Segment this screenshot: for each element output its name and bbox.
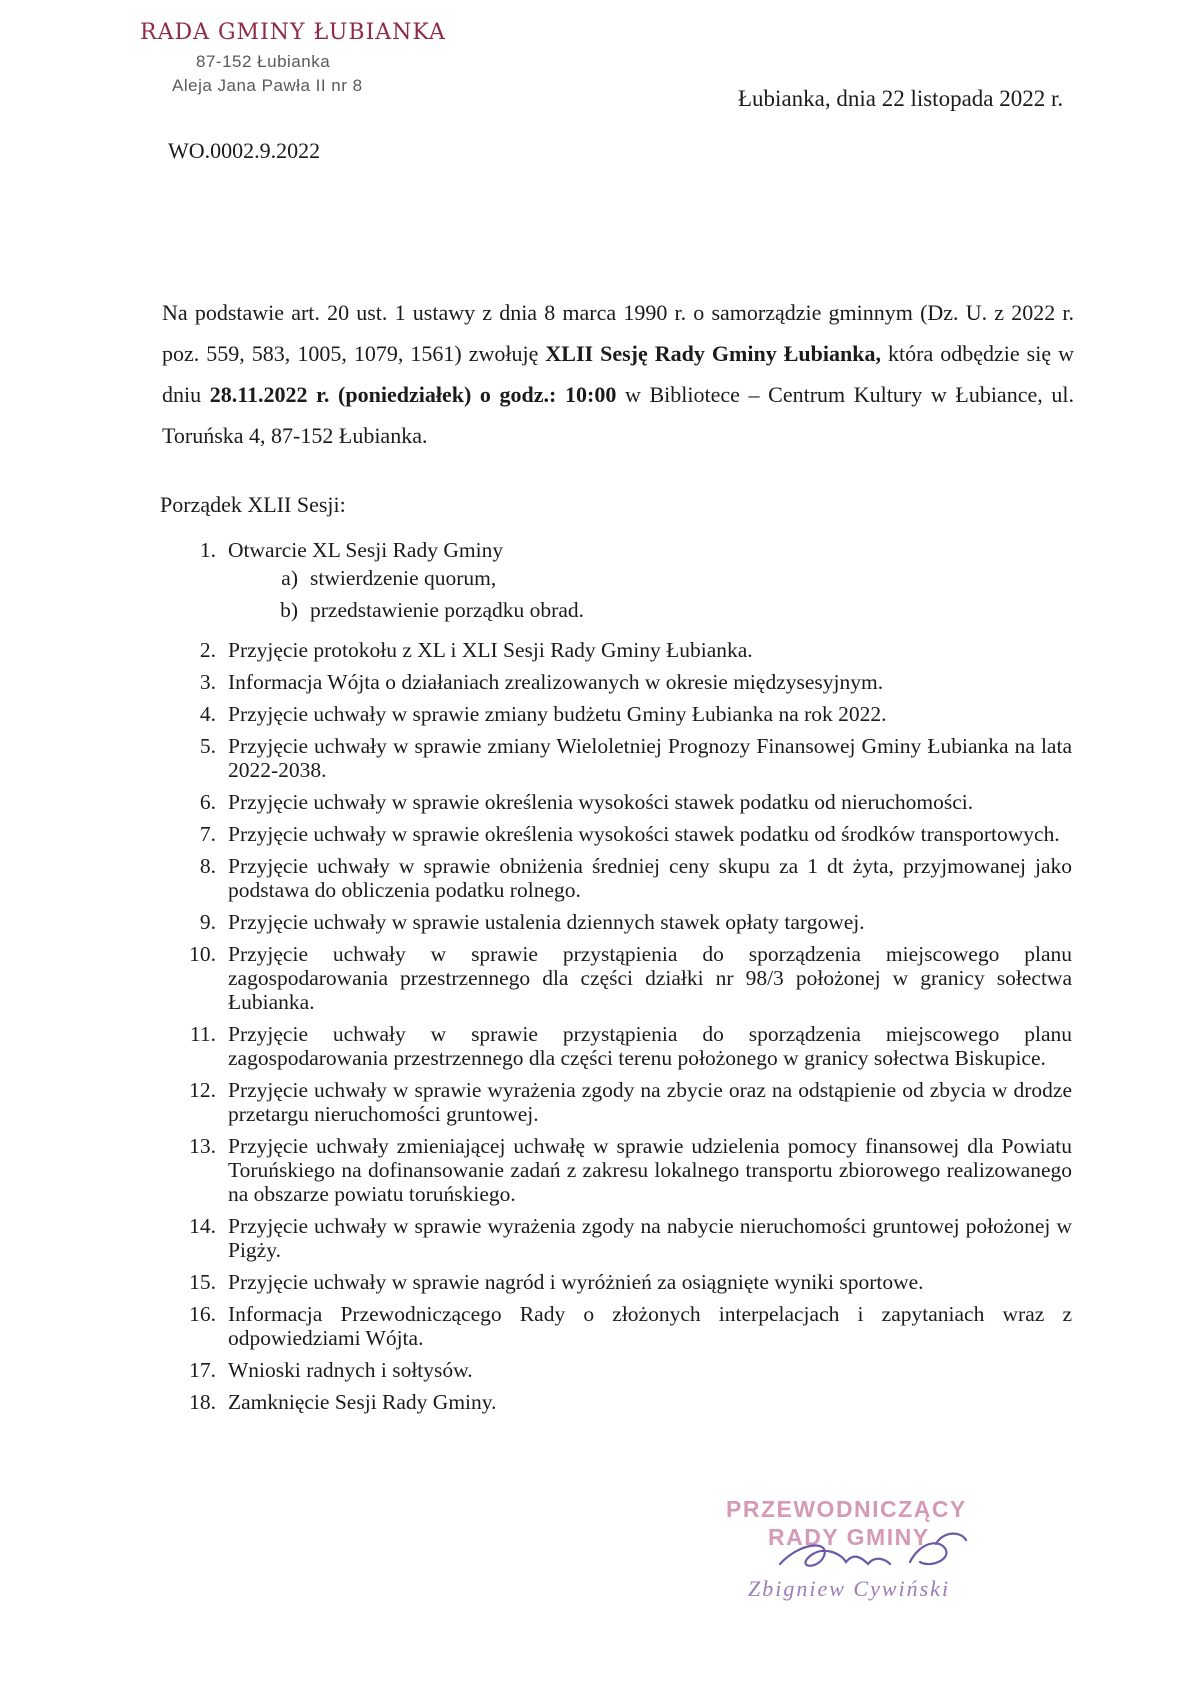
agenda-item (172, 1078, 1072, 1126)
agenda-item-text: Informacja Wójta o działaniach zrealizowanych w okresie międzysesyjnym. (228, 670, 884, 694)
agenda-item-text: Przyjęcie uchwały w sprawie zmiany Wieloletniej Prognozy Finansowej Gminy Łubianka na lata 2022-2038. (228, 734, 1072, 782)
agenda-item-text: Przyjęcie uchwały w sprawie ustalenia dziennych stawek opłaty targowej. (228, 910, 865, 934)
agenda-item-number: 10. (189, 942, 216, 966)
intro-paragraph (162, 292, 1074, 456)
agenda-item (172, 702, 1072, 726)
letterhead-street: Aleja Jana Pawła II nr 8 (172, 76, 363, 95)
agenda-item (172, 1390, 1072, 1414)
agenda-item-number: 8. (199, 854, 216, 878)
agenda-sub-item (228, 598, 1072, 622)
agenda-item-text: Przyjęcie uchwały w sprawie określenia wysokości stawek podatku od środków transportowych. (228, 822, 1060, 846)
session-name: XLII Sesję Rady Gminy Łubianka, (545, 341, 881, 366)
agenda-item (172, 1302, 1072, 1350)
agenda-item-text: Przyjęcie uchwały w sprawie zmiany budżetu Gminy Łubianka na rok 2022. (228, 702, 887, 726)
agenda-item (172, 1358, 1072, 1382)
agenda-item-number: 17. (189, 1358, 216, 1382)
agenda-item-text: Zamknięcie Sesji Rady Gminy. (228, 1390, 497, 1414)
agenda-item-number: 1. (199, 538, 216, 562)
agenda-item-number: 12. (189, 1078, 216, 1102)
agenda-sub-text: stwierdzenie quorum, (310, 566, 497, 590)
agenda-sub-letter: a) (281, 566, 298, 590)
signature-title-line2: RADY GMINY (768, 1524, 930, 1550)
agenda-item-number: 11. (189, 1022, 216, 1046)
agenda-item (172, 1134, 1072, 1206)
agenda-item (172, 790, 1072, 814)
agenda-item-text: Przyjęcie uchwały w sprawie przystąpienia do sporządzenia miejscowego planu zagospodarowania przestrzennego dla części terenu położonego w granicy sołectwa Biskupice. (228, 1022, 1072, 1070)
agenda-item-number: 16. (189, 1302, 216, 1326)
agenda-item-text: Przyjęcie uchwały w sprawie wyrażenia zgody na zbycie oraz na odstąpienie od zbycia w drodze przetargu nieruchomości gruntowej. (228, 1078, 1072, 1126)
agenda-sub-list (228, 566, 1072, 622)
agenda-item (172, 942, 1072, 1014)
agenda-item (172, 1022, 1072, 1070)
agenda-item-number: 4. (199, 702, 216, 726)
letterhead-organization: RADA GMINY ŁUBIANKA (140, 20, 446, 45)
signature-title-line1: PRZEWODNICZĄCY (726, 1496, 967, 1522)
agenda-item-text: Przyjęcie uchwały w sprawie obniżenia średniej ceny skupu za 1 dt żyta, przyjmowanej jako podstawa do obliczenia podatku rolnego. (228, 854, 1072, 902)
agenda-item-number: 7. (199, 822, 216, 846)
agenda-item-text: Przyjęcie protokołu z XL i XLI Sesji Rady Gminy Łubianka. (228, 638, 753, 662)
intro-text-2: która odbędzie się w dniu (162, 341, 1075, 407)
agenda-item (172, 910, 1072, 934)
date-line: Łubianka, dnia 22 listopada 2022 r. (738, 86, 1064, 111)
agenda-sub-text: przedstawienie porządku obrad. (310, 598, 585, 622)
agenda-item-text: Informacja Przewodniczącego Rady o złożonych interpelacjach i zapytaniach wraz z odpowiedziami Wójta. (228, 1302, 1072, 1350)
intro-text-1: Na podstawie art. 20 ust. 1 ustawy z dnia 8 marca 1990 r. o samorządzie gminnym (Dz. U. z 2022 r. poz. 559, 583, 1005, 1079, 1561) zwołuję (162, 300, 1074, 366)
agenda-item-number: 3. (199, 670, 216, 694)
agenda-sub-letter: b) (280, 598, 298, 622)
agenda-item-number: 2. (199, 638, 216, 662)
agenda-item-number: 13. (189, 1134, 216, 1158)
chairman-signature-stamp (720, 1496, 1010, 1636)
agenda-item (172, 734, 1072, 782)
signature-name: Zbigniew Cywiński (748, 1576, 951, 1601)
agenda-item-number: 5. (199, 734, 216, 758)
agenda-item-text: Przyjęcie uchwały w sprawie przystąpienia do sporządzenia miejscowego planu zagospodarowania przestrzennego dla części działki nr 98/3 położonej w granicy sołectwa Łubianka. (228, 942, 1072, 1014)
agenda-item-number: 14. (189, 1214, 216, 1238)
agenda-item (172, 638, 1072, 662)
agenda-item (172, 538, 1072, 630)
agenda-list (172, 538, 1072, 1422)
agenda-item (172, 822, 1072, 846)
agenda-item-text: Otwarcie XL Sesji Rady Gminy (228, 538, 504, 562)
agenda-item-text: Przyjęcie uchwały zmieniającej uchwałę w sprawie udzielenia pomocy finansowej dla Powiatu Toruńskiego na dofinansowanie zadań z zakresu lokalnego transportu zbiorowego realizowanego na obszarze powiatu toruńskiego. (228, 1134, 1072, 1206)
agenda-sub-item (228, 566, 1072, 590)
letterhead-postal: 87-152 Łubianka (196, 52, 331, 71)
agenda-item-text: Przyjęcie uchwały w sprawie wyrażenia zgody na nabycie nieruchomości gruntowej położonej w Pigży. (228, 1214, 1072, 1262)
agenda-item-number: 18. (189, 1390, 216, 1414)
agenda-item-number: 6. (199, 790, 216, 814)
handwritten-signature (770, 1522, 980, 1582)
agenda-item-number: 9. (199, 910, 216, 934)
document-reference: WO.0002.9.2022 (168, 138, 321, 163)
agenda-item (172, 670, 1072, 694)
agenda-item (172, 1270, 1072, 1294)
agenda-item-number: 15. (189, 1270, 216, 1294)
agenda-title: Porządek XLII Sesji: (160, 492, 346, 517)
intro-text-3: w Bibliotece – Centrum Kultury w Łubiance, ul. Toruńska 4, 87-152 Łubianka. (162, 382, 1074, 448)
agenda-item-text: Wnioski radnych i sołtysów. (228, 1358, 473, 1382)
agenda-item-text: Przyjęcie uchwały w sprawie nagród i wyróżnień za osiągnięte wyniki sportowe. (228, 1270, 924, 1294)
session-date: 28.11.2022 r. (poniedziałek) o godz.: 10:00 (209, 382, 617, 407)
agenda-item-text: Przyjęcie uchwały w sprawie określenia wysokości stawek podatku od nieruchomości. (228, 790, 974, 814)
agenda-item (172, 854, 1072, 902)
agenda-item (172, 1214, 1072, 1262)
